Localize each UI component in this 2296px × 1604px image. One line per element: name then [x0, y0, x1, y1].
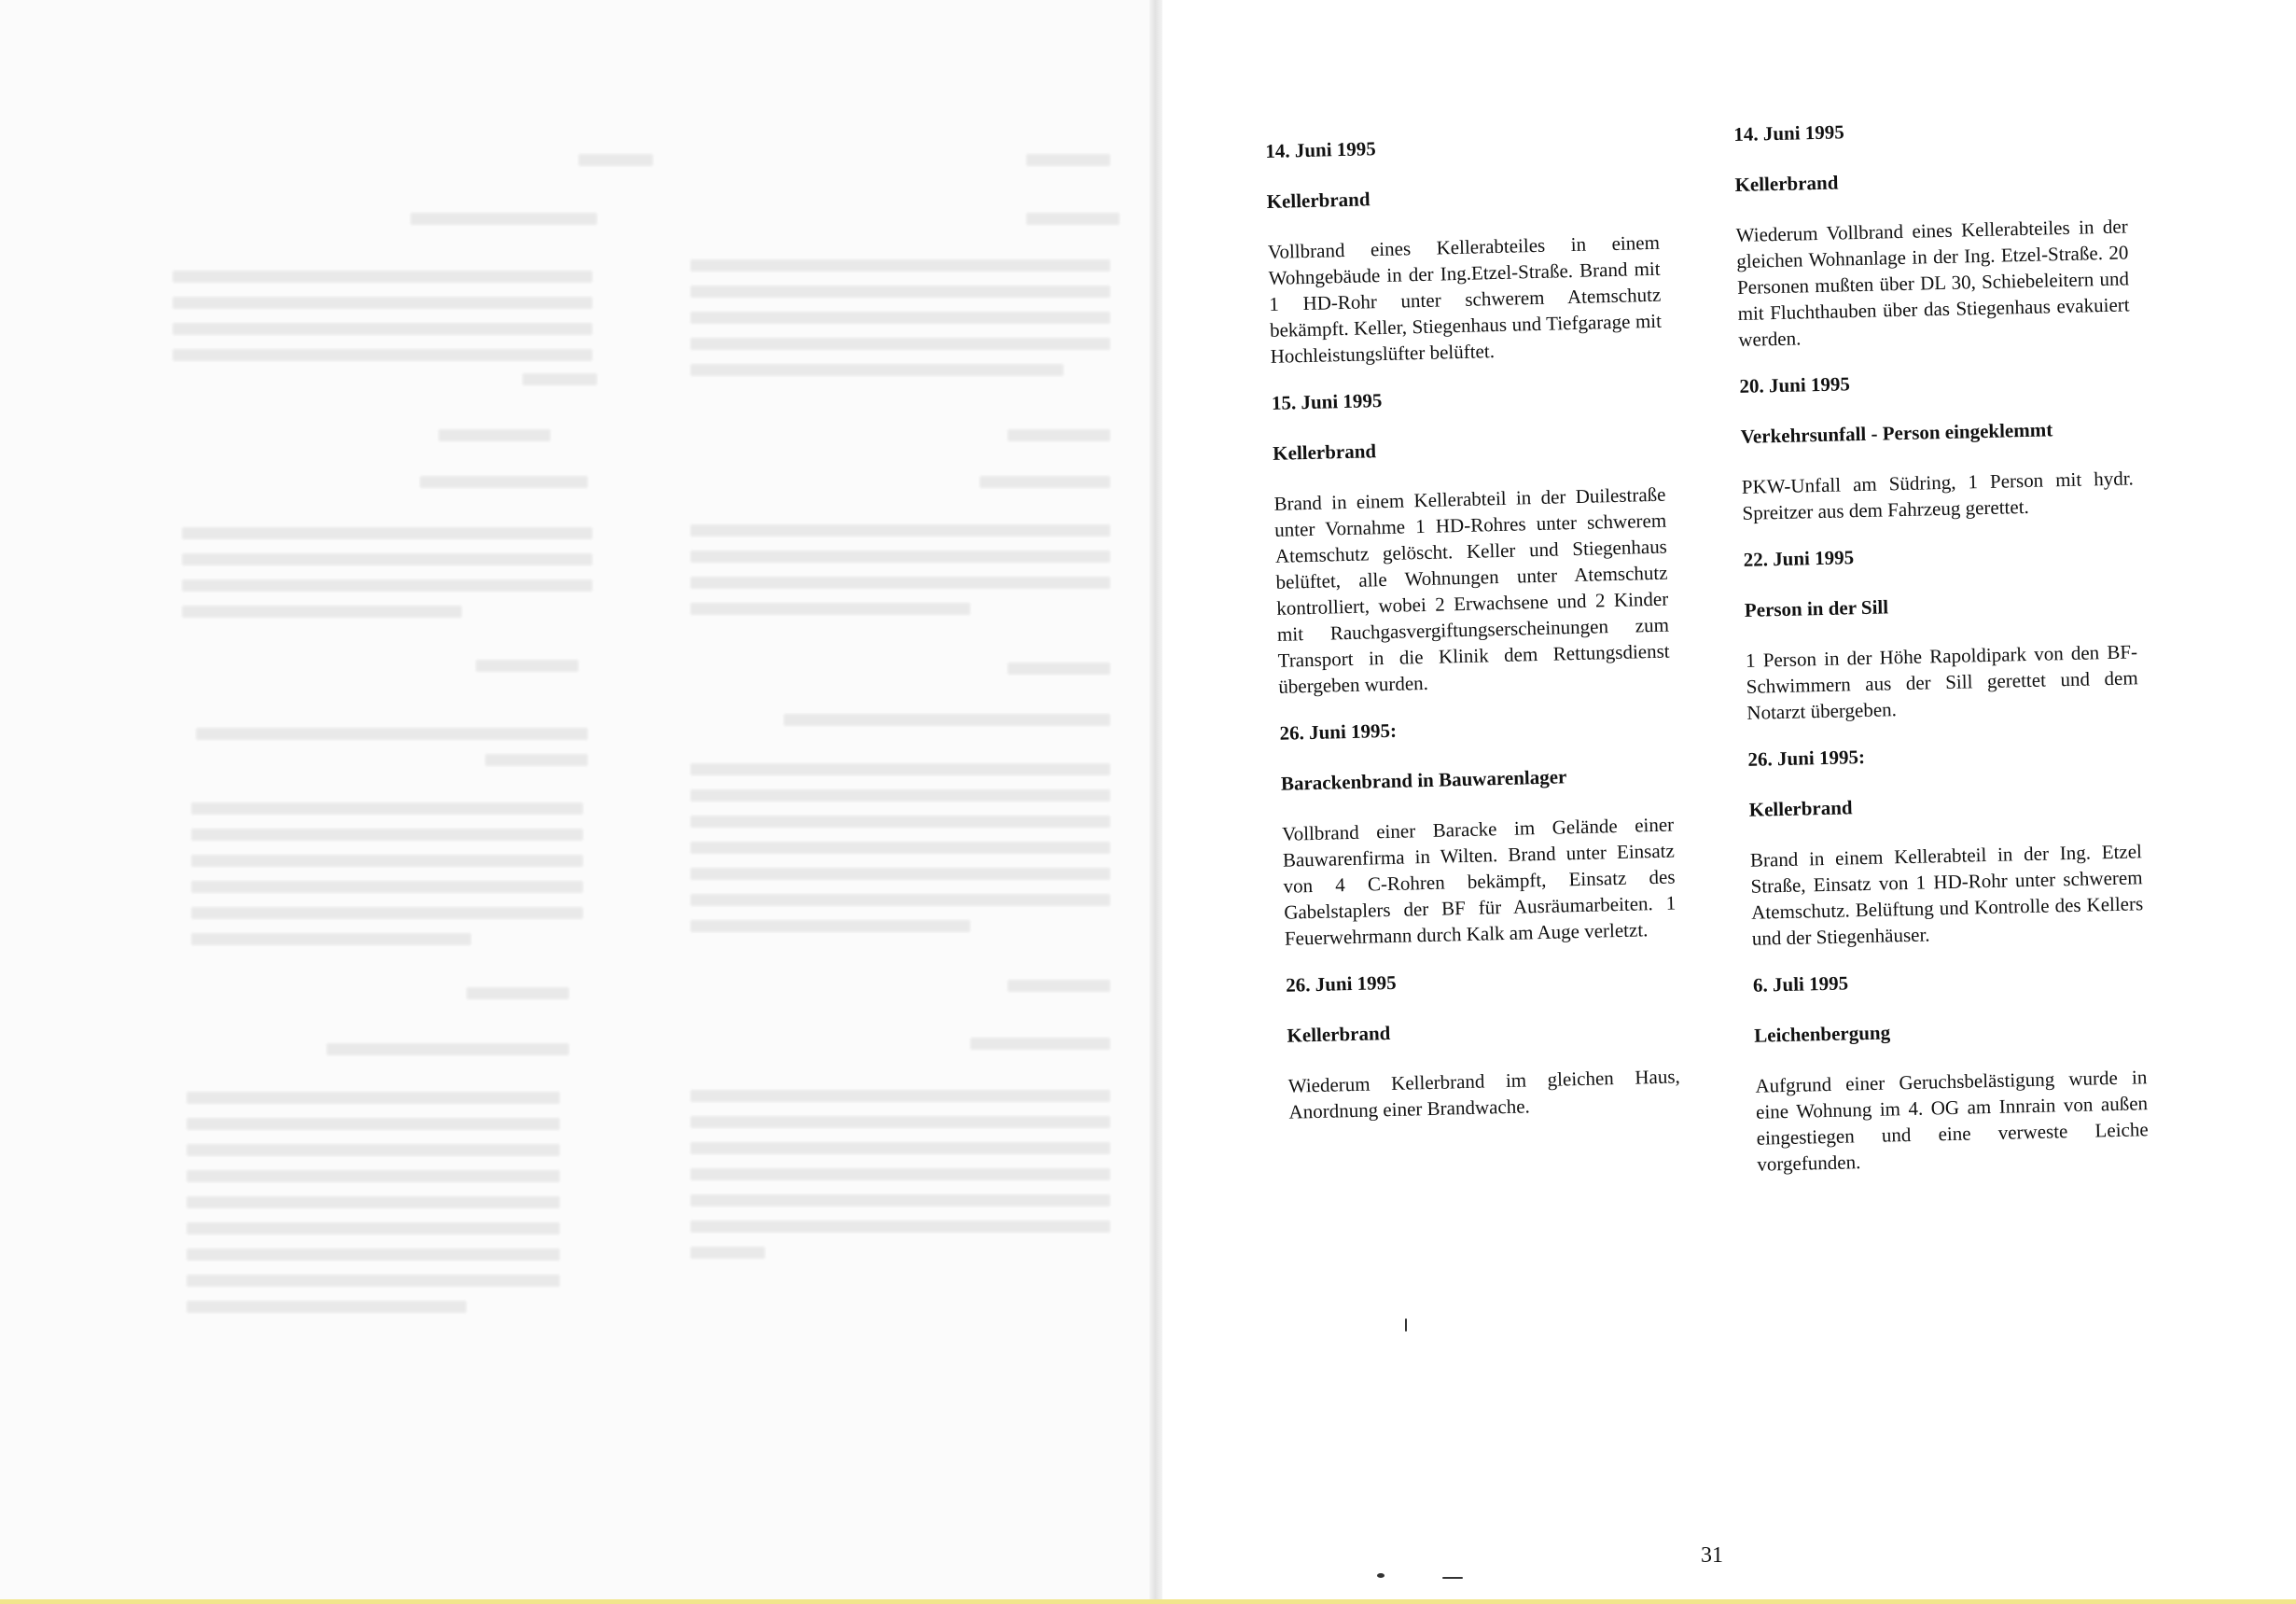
entry-title: Person in der Sill	[1744, 595, 1889, 621]
entry-date: 22. Juni 1995	[1743, 546, 1855, 571]
entry-title: Kellerbrand	[1287, 1022, 1391, 1047]
entry-date: 26. Juni 1995:	[1747, 745, 1866, 771]
entry-title: Verkehrsunfall - Person eingeklemmt	[1740, 418, 2053, 448]
entry-text: Aufgrund einer Geruchsbelästigung wurde in eine Wohnung im 4. OG am Innrain von außen eingestiegen und eine verweste Leiche vorgefunden.	[1755, 1066, 2149, 1176]
entry-text: Wiederum Kellerbrand im gleichen Haus, Anordnung einer Brandwache.	[1287, 1065, 1680, 1123]
entry	[1286, 962, 1681, 1124]
entry	[1272, 381, 1671, 700]
entry-title: Barackenbrand in Bauwarenlager	[1280, 765, 1567, 795]
entry-title: Leichenbergung	[1753, 1021, 1891, 1047]
right-page	[1162, 0, 2296, 1604]
entry-title: Kellerbrand	[1266, 188, 1371, 213]
entry	[1279, 711, 1677, 952]
entry-text: Wiederum Vollbrand eines Kellerabteiles in der gleichen Wohnanlage in der Ing. Etzel-Straße. 20 Personen mußten über DL 30, Schiebeleitern und mit Fluchthauben über das Stiegenhaus evakuiert werden.	[1735, 215, 2130, 351]
entry-date: 26. Juni 1995	[1285, 970, 1397, 997]
entry	[1743, 537, 2138, 725]
entry	[1733, 112, 2131, 352]
entry-text: Vollbrand einer Baracke im Gelände einer Bauwarenfirma in Wilten. Brand unter Einsatz von 4 C-Rohren bekämpft, Einsatz des Gabelstaplers der BF für Ausräumarbeiten. 1 Feuerwehrmann durch Kalk am Auge verletzt.	[1281, 813, 1677, 950]
entry-text: Vollbrand eines Kellerabteiles in einem Wohngebäude in der Ing.Etzel-Straße. Brand mit 1 HD-Rohr unter schwerem Atemschutz bekämpft. Keller, Stiegenhaus und Tiefgarage mit Hochleistungslüfter belüftet.	[1267, 230, 1663, 368]
entry-title: Kellerbrand	[1748, 796, 1853, 821]
entry-date: 14. Juni 1995	[1733, 120, 1845, 146]
text-column-right	[1733, 112, 2150, 1197]
scan-speck	[1442, 1577, 1463, 1579]
entry-text: 1 Person in der Höhe Rapoldipark von den BF-Schwimmern aus der Sill gerettet und dem Notarzt übergeben.	[1745, 640, 2138, 724]
entry-text: Brand in einem Kellerabteil in der Ing. Etzel Straße, Einsatz von 1 HD-Rohr unter schwerem Atemschutz. Belüftung und Kontrolle des Kellers und der Stiegenhäuser.	[1749, 840, 2144, 950]
entry-title: Kellerbrand	[1272, 439, 1377, 465]
scan-speck	[1405, 1318, 1407, 1332]
entry-date: 6. Juli 1995	[1752, 971, 1849, 997]
entry	[1753, 963, 2150, 1177]
scan-speck	[1377, 1573, 1385, 1578]
entry-date: 14. Juni 1995	[1265, 137, 1377, 162]
entry-date: 20. Juni 1995	[1739, 372, 1851, 398]
entry	[1747, 737, 2144, 951]
page-bottom-edge	[0, 1599, 2296, 1604]
text-column-left	[1265, 129, 1681, 1146]
page-number: 31	[1701, 1543, 1723, 1568]
book-gutter	[1149, 0, 1162, 1604]
entry-text: Brand in einem Kellerabteil in der Duilestraße unter Vornahme 1 HD-Rohres unter schwerem Atemschutz gelöscht. Keller und Stiegenhaus belüftet, alle Wohnungen unter Atemschutz kontrolliert, wobei 2 Erwachsene und 2 Kinder mit Rauchgasvergiftungserscheinungen zum Transport in die Klinik dem Rettungsdienst übergeben wurden.	[1273, 482, 1670, 698]
entry-date: 15. Juni 1995	[1271, 389, 1383, 414]
entry	[1739, 364, 2135, 525]
entry-date: 26. Juni 1995:	[1279, 718, 1398, 745]
entry-text: PKW-Unfall am Südring, 1 Person mit hydr. Spreitzer aus dem Fahrzeug gerettet.	[1741, 467, 2135, 524]
entry-title: Kellerbrand	[1734, 171, 1839, 196]
entry	[1265, 129, 1663, 370]
